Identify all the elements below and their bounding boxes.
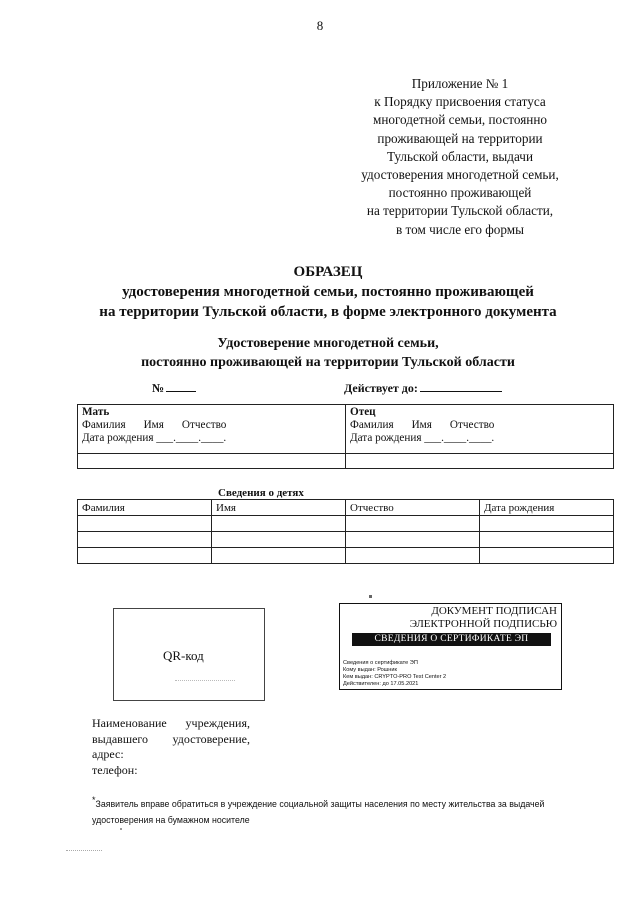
scan-speck bbox=[369, 595, 372, 598]
certificate-title bbox=[0, 334, 640, 372]
children-header-row bbox=[78, 500, 614, 516]
signature-heading bbox=[342, 605, 557, 631]
children-title: Сведения о детях bbox=[218, 487, 304, 499]
sample-title bbox=[0, 262, 640, 322]
certificate-detail-line: Действителен: до 17.05.2021 bbox=[343, 681, 419, 687]
footnote bbox=[92, 792, 602, 828]
table-cell bbox=[346, 516, 480, 532]
mother-name-label: Имя bbox=[143, 419, 164, 431]
certificate-title-line: постоянно проживающей на территории Тульской области bbox=[141, 355, 515, 370]
table-row bbox=[78, 516, 614, 532]
children-table bbox=[77, 499, 614, 564]
table-cell bbox=[480, 548, 614, 564]
mother-dob: Дата рождения ___.____.____. bbox=[82, 432, 227, 444]
appendix-line: удостоверения многодетной семьи, bbox=[361, 167, 559, 183]
column-header: Фамилия bbox=[78, 500, 212, 516]
number-label: № bbox=[152, 381, 165, 395]
issuer-text: учреждения, bbox=[185, 716, 250, 730]
issuer-text: удостоверение, bbox=[172, 731, 250, 746]
father-surname-label: Фамилия bbox=[350, 419, 394, 431]
qr-code-label: QR-код bbox=[163, 648, 204, 663]
number-blank bbox=[166, 391, 196, 392]
father-cell bbox=[346, 405, 614, 454]
table-cell bbox=[78, 548, 212, 564]
column-header: Отчество bbox=[346, 500, 480, 516]
father-dob: Дата рождения ___.____.____. bbox=[350, 432, 495, 444]
table-cell bbox=[212, 532, 346, 548]
table-cell bbox=[78, 532, 212, 548]
appendix-line: Тульской области, выдачи bbox=[386, 148, 534, 164]
certificate-detail-line: Кому выдан: Рошник bbox=[343, 667, 397, 673]
table-cell bbox=[78, 516, 212, 532]
father-extra-cell bbox=[346, 454, 614, 469]
table-cell bbox=[212, 516, 346, 532]
signature-heading-line: ДОКУМЕНТ ПОДПИСАН bbox=[431, 605, 557, 617]
scan-speck bbox=[120, 828, 122, 830]
appendix-line: Приложение № 1 bbox=[411, 76, 509, 91]
table-cell bbox=[480, 532, 614, 548]
father-patronymic-label: Отчество bbox=[449, 419, 495, 431]
appendix-line: проживающей на территории bbox=[377, 130, 543, 146]
column-header: Дата рождения bbox=[480, 500, 614, 516]
appendix-line: на территории Тульской области, bbox=[366, 203, 554, 219]
father-heading: Отец bbox=[350, 406, 376, 418]
appendix-line: в том числе его формы bbox=[396, 221, 524, 237]
appendix-line: постоянно проживающей bbox=[388, 185, 532, 201]
mother-extra-cell bbox=[78, 454, 346, 469]
sample-subheading: на территории Тульской области, в форме электронного документа bbox=[99, 304, 557, 320]
parents-table bbox=[77, 404, 614, 469]
certificate-info-bar: СВЕДЕНИЯ О СЕРТИФИКАТЕ ЭП bbox=[352, 633, 551, 646]
sample-subheading: удостоверения многодетной семьи, постоянно проживающей bbox=[122, 284, 534, 300]
sample-heading: ОБРАЗЕЦ bbox=[293, 264, 363, 280]
appendix-header bbox=[330, 75, 590, 239]
certificate-detail-line: Кем выдан: CRYPTO-PRO Test Center 2 bbox=[343, 674, 447, 680]
issuer-phone-label: телефон: bbox=[92, 762, 138, 777]
appendix-line: к Порядку присвоения статуса bbox=[374, 94, 546, 110]
father-name-label: Имя bbox=[411, 419, 432, 431]
column-header: Имя bbox=[212, 500, 346, 516]
table-cell bbox=[212, 548, 346, 564]
table-row bbox=[78, 532, 614, 548]
mother-surname-label: Фамилия bbox=[82, 419, 126, 431]
issuer-block bbox=[92, 716, 250, 778]
issuer-address-label: адрес: bbox=[92, 747, 124, 761]
appendix-line: многодетной семьи, постоянно bbox=[372, 112, 548, 128]
valid-until-label: Действует до: bbox=[344, 381, 418, 395]
footnote-marker: * bbox=[92, 795, 96, 805]
qr-placeholder-dots bbox=[175, 680, 235, 681]
table-cell bbox=[480, 516, 614, 532]
scan-speck bbox=[66, 850, 102, 851]
table-row bbox=[78, 548, 614, 564]
signature-heading-line: ЭЛЕКТРОННОЙ ПОДПИСЬЮ bbox=[409, 618, 557, 630]
table-cell bbox=[346, 548, 480, 564]
valid-until-blank bbox=[420, 391, 502, 392]
certificate-details bbox=[343, 660, 446, 688]
table-cell bbox=[346, 532, 480, 548]
footnote-text: Заявитель вправе обратиться в учреждение социальной защиты населения по месту жительства за выдачей удостоверения на бумажном носителе bbox=[92, 798, 545, 825]
issuer-text: Наименование bbox=[92, 716, 167, 730]
mother-heading: Мать bbox=[82, 406, 110, 418]
mother-cell bbox=[78, 405, 346, 454]
certificate-title-line: Удостоверение многодетной семьи, bbox=[217, 336, 439, 351]
certificate-detail-line: Сведения о сертификате ЭП bbox=[343, 660, 418, 666]
mother-patronymic-label: Отчество bbox=[181, 419, 227, 431]
page-number: 8 bbox=[316, 18, 324, 33]
issuer-text: выдавшего bbox=[92, 731, 149, 746]
